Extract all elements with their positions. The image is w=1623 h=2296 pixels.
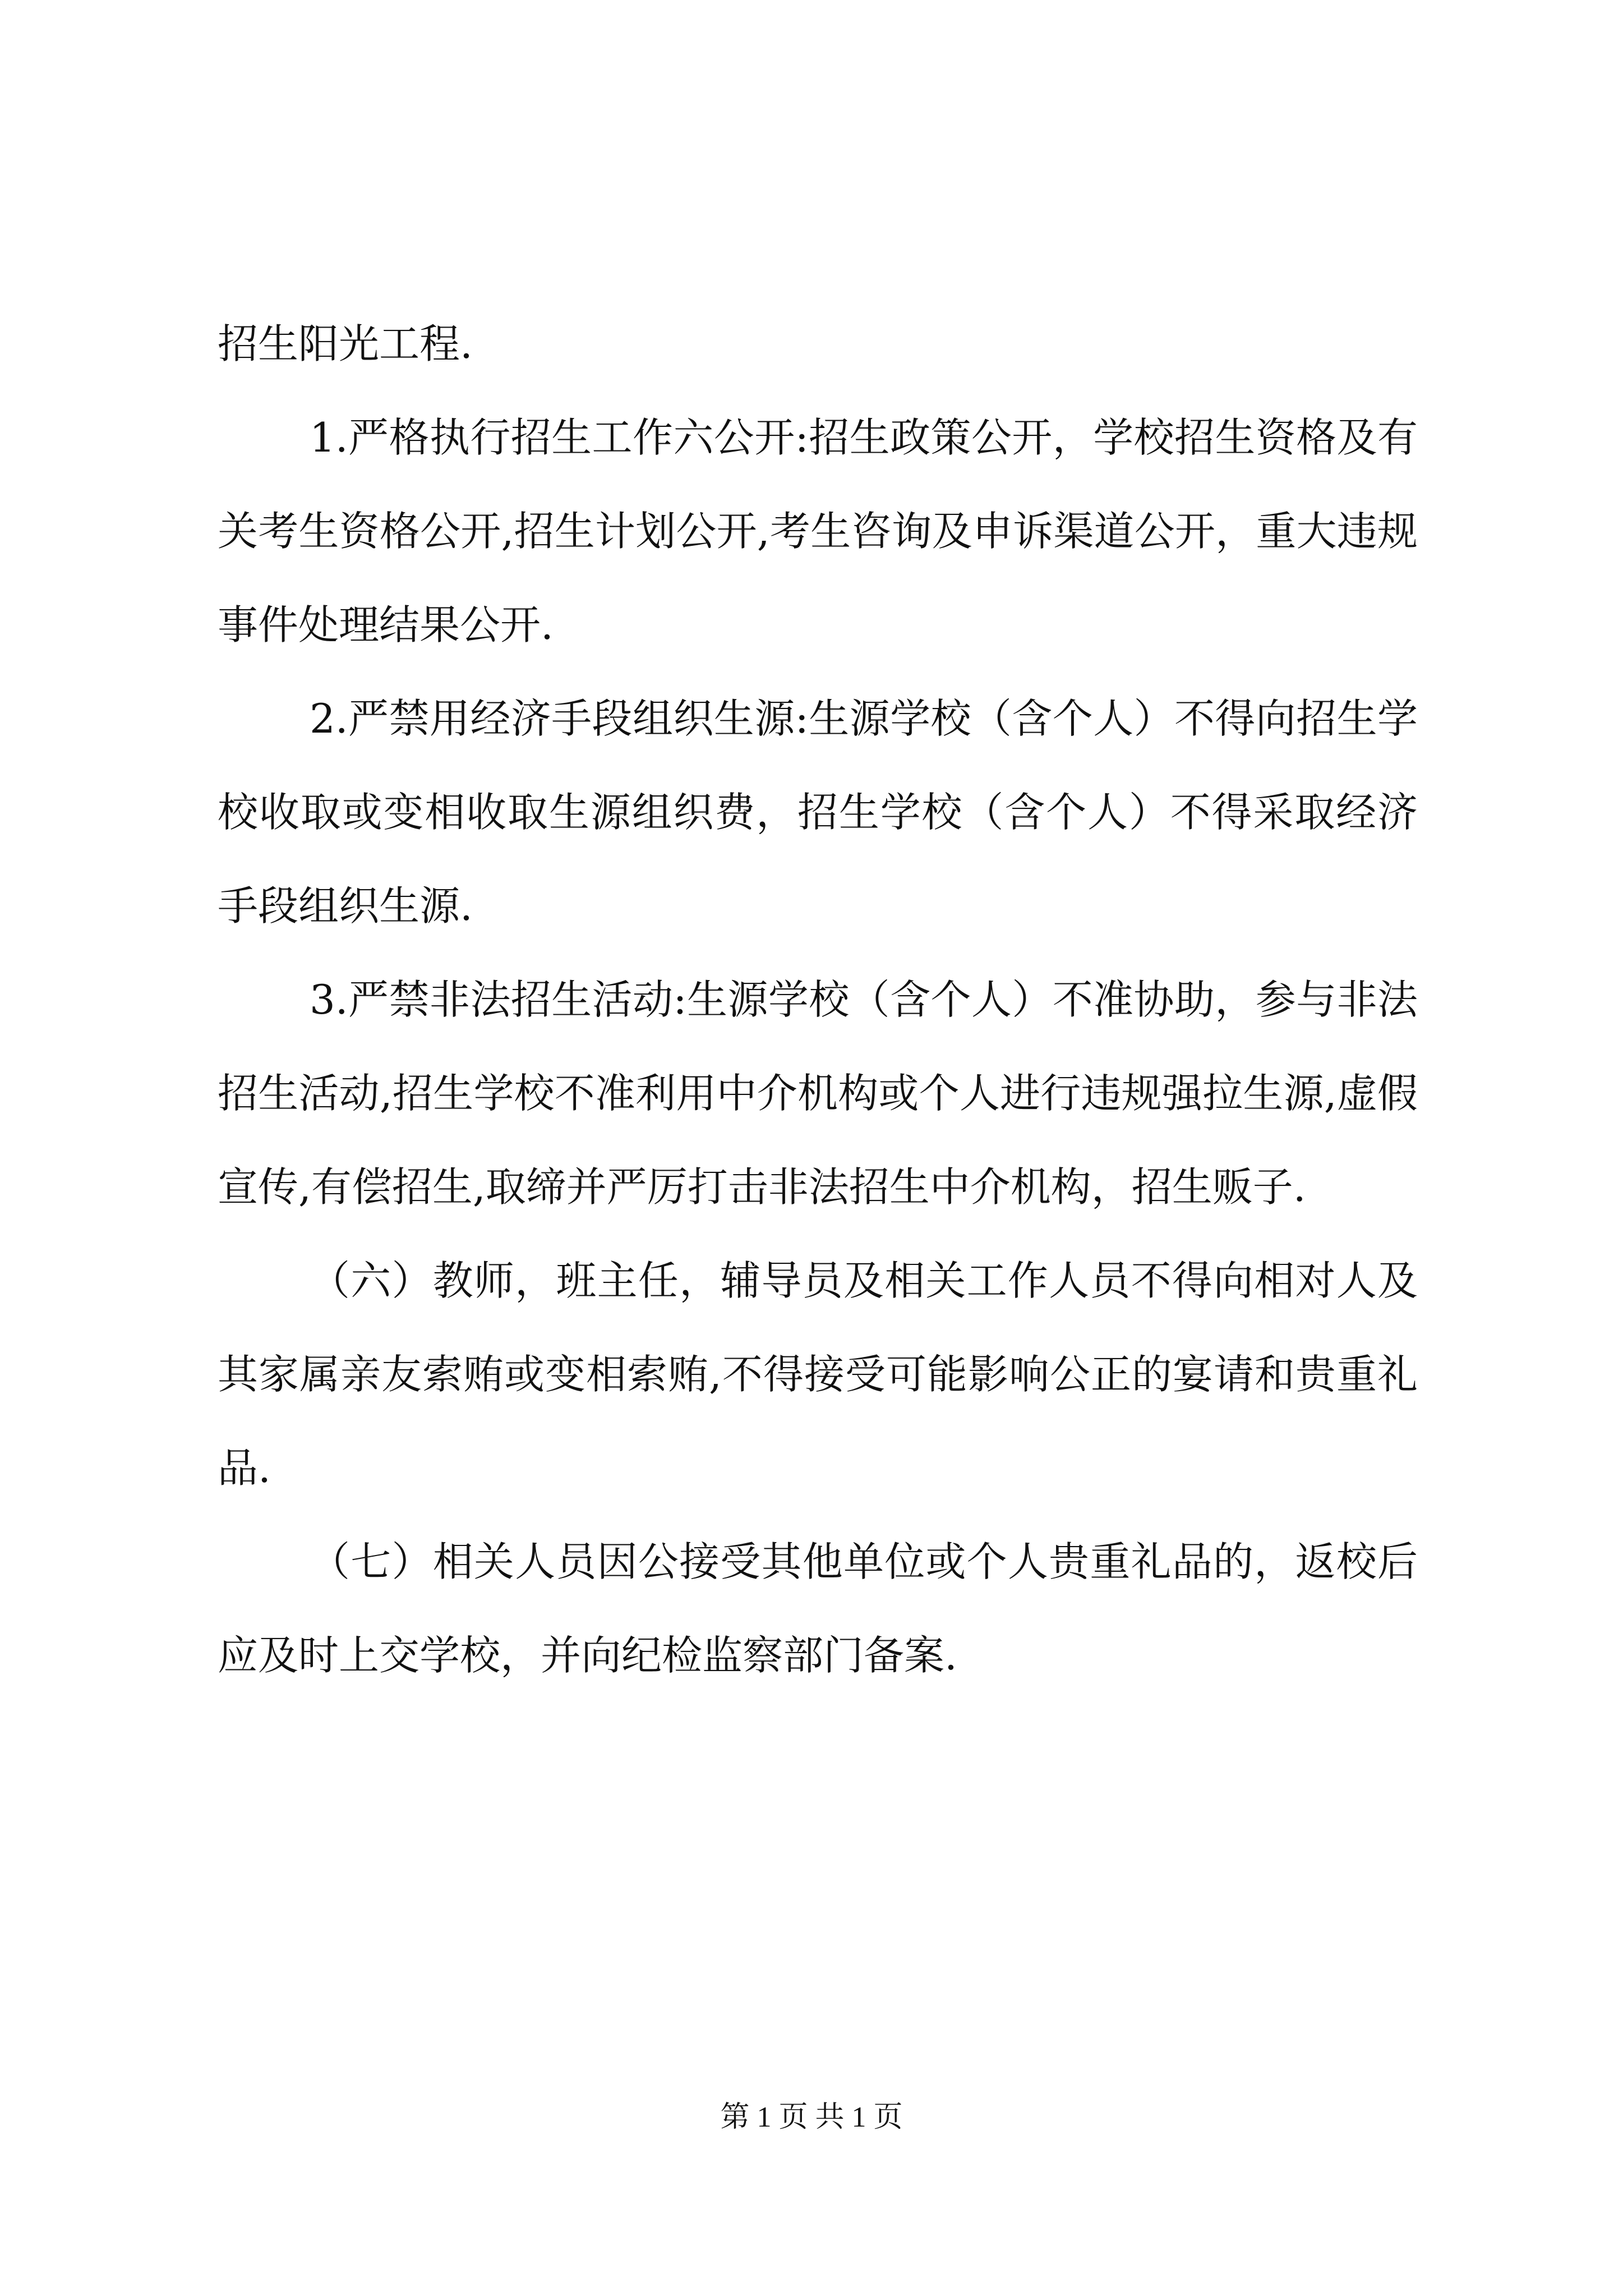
paragraph-item-3: 3.严禁非法招生活动:生源学校（含个人）不准协助，参与非法招生活动,招生学校不准利用中介机构或个人进行违规强拉生源,虚假宣传,有偿招生,取缔并严厉打击非法招生中介机构，招生贩子.: [218, 976, 1418, 1211]
paragraph-continuation: 招生阳光工程.: [218, 320, 473, 367]
paragraph-section-6: （六）教师，班主任，辅导员及相关工作人员不得向相对人及其家属亲友索贿或变相索贿,不得接受可能影响公正的宴请和贵重礼品.: [218, 1257, 1418, 1492]
document-body: [218, 297, 1418, 1703]
paragraph-section-7: （七）相关人员因公接受其他单位或个人贵重礼品的，返校后应及时上交学校，并向纪检监察部门备案.: [218, 1538, 1418, 1679]
paragraph-item-1: 1.严格执行招生工作六公开:招生政策公开，学校招生资格及有关考生资格公开,招生计划公开,考生咨询及申诉渠道公开，重大违规事件处理结果公开.: [218, 414, 1418, 648]
paragraph-item-2: 2.严禁用经济手段组织生源:生源学校（含个人）不得向招生学校收取或变相收取生源组织费，招生学校（含个人）不得采取经济手段组织生源.: [218, 695, 1418, 930]
page-footer: 第 1 页 共 1 页: [720, 2101, 903, 2133]
